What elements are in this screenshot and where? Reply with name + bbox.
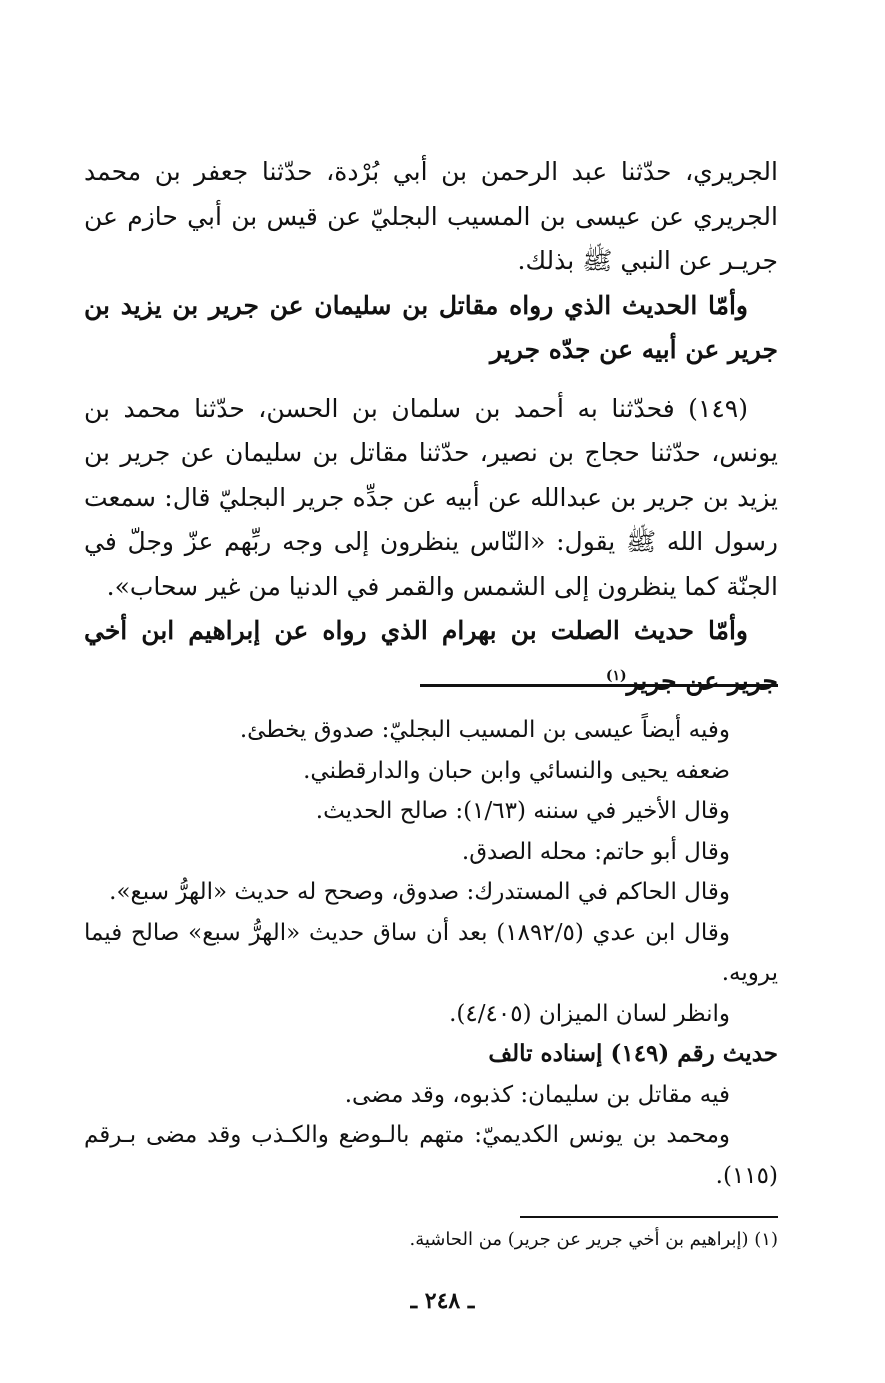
- note-line: وقال الأخير في سننه (١/٦٣): صالح الحديث.: [315, 798, 730, 824]
- note-line: وقال الحاكم في المستدرك: صدوق، وصحح له حديث «الهرُّ سبع».: [109, 879, 730, 905]
- notes-separator: [420, 684, 778, 687]
- footnote: (١) (إبراهيم بن أخي جرير عن جرير) من الحاشية.: [409, 1229, 778, 1250]
- footnote-ref-1: (١): [605, 667, 627, 684]
- note-line: ضعفه يحيى والنسائي وابن حبان والدارقطني.: [303, 757, 730, 784]
- note-line: وانظر لسان الميزان (٤/٤٠٥).: [449, 1000, 730, 1027]
- section-heading-salt-text: وأمّا حديث الصلت بن بهرام الذي رواه عن إبراهيم ابن أخي جرير عن جرير: [84, 616, 778, 695]
- section-heading-muqatil: وأمّا الحديث الذي رواه مقاتل بن سليمان عن جرير بن يزيد بن جرير عن أبيه عن جدّه جرير: [84, 290, 778, 364]
- hadith-grade-heading: حديث رقم (١٤٩) إسناده تالف: [488, 1040, 778, 1067]
- main-text: [84, 150, 778, 703]
- note-line: وقال ابن عدي (١٨٩٢/٥) بعد أن ساق حديث «الهرُّ سبع» صالح فيما يرويه.: [84, 919, 778, 986]
- paragraph-isnad-continuation: الجريري، حدّثنا عبد الرحمن بن أبي بُرْدة، حدّثنا جعفر بن محمد الجريري عن عيسى بن المسيب البجليّ عن قيس بن أبي حازم عن جريـر عن النبي ﷺ بذلك.: [84, 157, 778, 275]
- footnote-separator: [520, 1216, 778, 1218]
- note-line: وفيه أيضاً عيسى بن المسيب البجليّ: صدوق يخطئ.: [239, 717, 730, 743]
- section-heading-salt: [84, 609, 778, 703]
- note-line: فيه مقاتل بن سليمان: كذبوه، وقد مضى.: [344, 1081, 730, 1108]
- page-number: ـ ٢٤٨ ـ: [410, 1288, 475, 1314]
- note-line: وقال أبو حاتم: محله الصدق.: [461, 838, 730, 865]
- takhrij-notes: [84, 710, 778, 1196]
- note-line: ومحمد بن يونس الكديميّ: متهم بالـوضع والكـذب وقد مضى بـرقم (١١٥).: [84, 1122, 778, 1189]
- hadith-149-paragraph: (١٤٩) فحدّثنا به أحمد بن سلمان بن الحسن، حدّثنا محمد بن يونس، حدّثنا حجاج بن نصير، حدّثنا مقاتل بن سليمان عن جرير بن يزيد بن جرير بن عبدالله عن أبيه عن جدِّه جرير البجليّ قال: سمعت رسول الله ﷺ يقول: «النّاس ينظرون إلى وجه ربِّهم عزّ وجلّ في الجنّة كما ينظرون إلى الشمس والقمر في الدنيا من غير سحاب».: [84, 393, 778, 601]
